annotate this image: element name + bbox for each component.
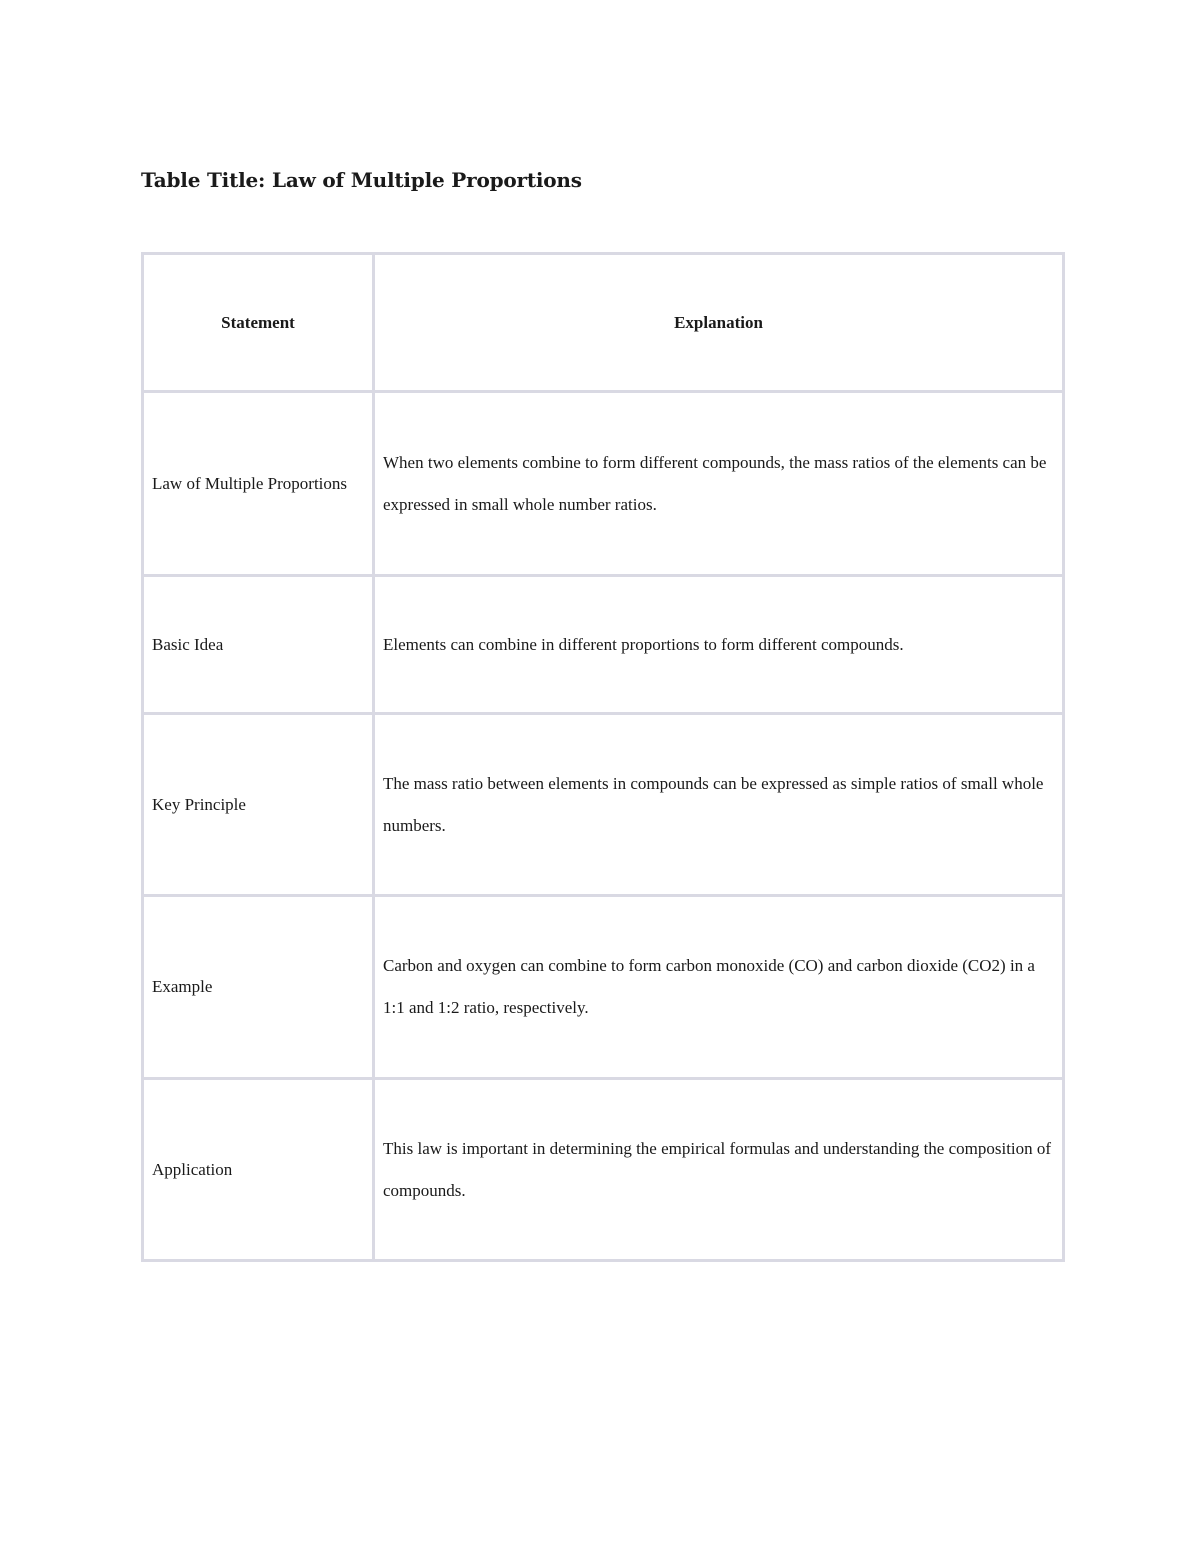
table-row [143,714,1064,896]
statement-cell: Basic Idea [143,576,374,714]
table-header-row [143,254,1064,392]
explanation-cell: Carbon and oxygen can combine to form carbon monoxide (CO) and carbon dioxide (CO2) in a 1:1 and 1:2 ratio, respectively. [374,896,1064,1079]
statement-cell: Example [143,896,374,1079]
table-row [143,576,1064,714]
table-row [143,896,1064,1079]
statement-cell: Law of Multiple Proportions [143,392,374,576]
explanation-cell: This law is important in determining the empirical formulas and understanding the composition of compounds. [374,1079,1064,1261]
statement-cell: Application [143,1079,374,1261]
law-table [141,252,1065,1262]
table-row [143,1079,1064,1261]
table-title: Table Title: Law of Multiple Proportions [141,168,582,192]
explanation-cell: Elements can combine in different proportions to form different compounds. [374,576,1064,714]
statement-cell: Key Principle [143,714,374,896]
table-row [143,392,1064,576]
column-header-statement: Statement [143,254,374,392]
explanation-cell: The mass ratio between elements in compounds can be expressed as simple ratios of small whole numbers. [374,714,1064,896]
column-header-explanation: Explanation [374,254,1064,392]
explanation-cell: When two elements combine to form different compounds, the mass ratios of the elements can be expressed in small whole number ratios. [374,392,1064,576]
